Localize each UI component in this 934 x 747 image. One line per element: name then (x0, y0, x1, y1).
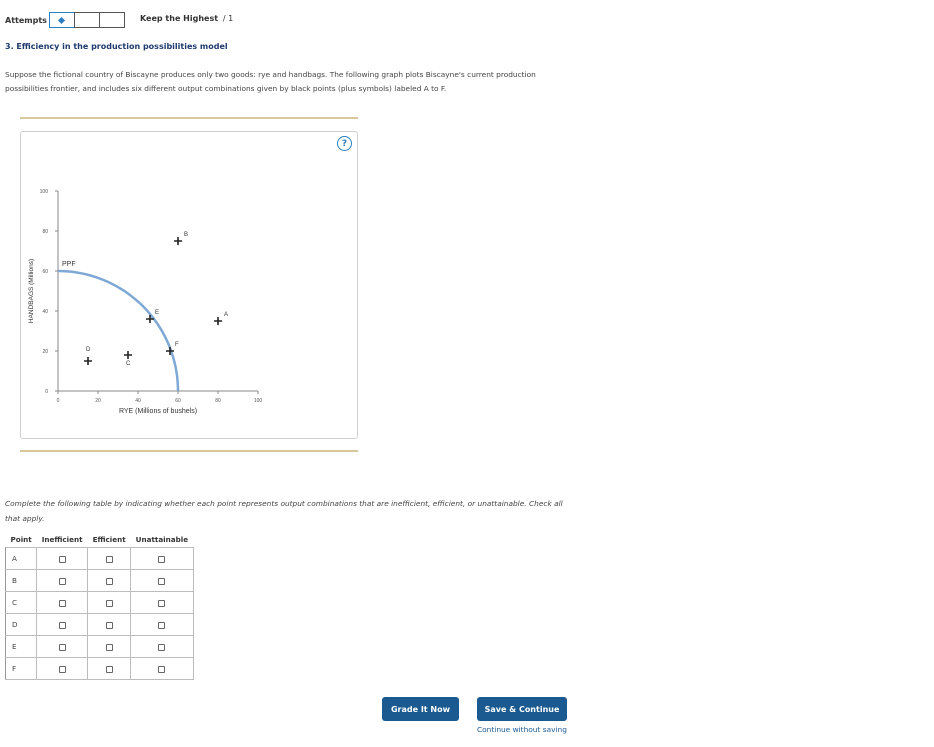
point-d (84, 347, 92, 365)
attempts-row (5, 12, 125, 28)
cell-inefficient (37, 592, 88, 614)
instructions (5, 496, 585, 526)
table-row (6, 548, 194, 570)
cell-efficient (88, 658, 131, 680)
plus-marker (124, 351, 132, 359)
cell-unattainable (131, 636, 193, 658)
ppf-curve (58, 271, 178, 391)
cell-unattainable (131, 570, 193, 592)
y-tick-label: 20 (42, 349, 48, 355)
cell-inefficient (37, 614, 88, 636)
keep-label: Keep the Highest (140, 14, 219, 23)
header-inefficient: Inefficient (41, 535, 83, 544)
inefficient-checkbox[interactable] (59, 556, 66, 563)
y-tick-label: 40 (42, 309, 48, 315)
point-label: C (126, 361, 131, 367)
y-tick-label: 60 (42, 269, 48, 275)
point-label: F (6, 658, 37, 680)
instructions-line-1: Complete the following table by indicating whether each point represents output combinations that are inefficient, efficient, or unattainable. Check all (5, 499, 563, 508)
ppf-label: PPF (62, 261, 76, 268)
table-row (6, 592, 194, 614)
plus-marker (84, 357, 92, 365)
y-tick-label: 80 (42, 229, 48, 235)
unattainable-checkbox[interactable] (158, 578, 165, 585)
point-label: E (155, 310, 160, 316)
efficient-checkbox[interactable] (106, 666, 113, 673)
x-tick-label: 40 (135, 398, 141, 404)
intro-line-1: Suppose the fictional country of Biscayne produces only two goods: rye and handbags. The following graph plots Biscayne's current production (5, 70, 536, 79)
cell-unattainable (131, 614, 193, 636)
point-label: E (6, 636, 37, 658)
x-tick-label: 20 (95, 398, 101, 404)
point-label: B (6, 570, 37, 592)
point-label: C (6, 592, 37, 614)
cell-efficient (88, 570, 131, 592)
table-row (6, 636, 194, 658)
x-tick-label: 0 (56, 398, 60, 404)
unattainable-checkbox[interactable] (158, 666, 165, 673)
cell-inefficient (37, 658, 88, 680)
grade-it-now-button[interactable]: Grade It Now (382, 697, 459, 721)
table-row (6, 658, 194, 680)
inefficient-checkbox[interactable] (59, 578, 66, 585)
help-icon[interactable]: ? (337, 136, 352, 151)
attempt-box-3 (99, 12, 125, 28)
y-axis-label: HANDBAGS (Millions) (28, 258, 35, 324)
efficient-checkbox[interactable] (106, 644, 113, 651)
cell-efficient (88, 592, 131, 614)
unattainable-checkbox[interactable] (158, 556, 165, 563)
point-label: D (86, 347, 91, 353)
table-header-row (6, 532, 194, 548)
cell-unattainable (131, 548, 193, 570)
point-c (124, 351, 132, 367)
cell-efficient (88, 548, 131, 570)
cell-unattainable (131, 658, 193, 680)
x-tick-label: 100 (253, 398, 263, 404)
save-continue-button[interactable]: Save & Continue (477, 697, 567, 721)
attempt-box-2 (74, 12, 100, 28)
point-a (214, 312, 228, 325)
point-label: B (184, 232, 189, 238)
divider-top (20, 117, 358, 119)
header-unattainable: Unattainable (135, 535, 189, 544)
table-row (6, 614, 194, 636)
cell-inefficient (37, 570, 88, 592)
inefficient-checkbox[interactable] (59, 666, 66, 673)
plus-marker (174, 237, 182, 245)
point-b (174, 232, 188, 245)
question-intro (5, 68, 565, 96)
y-tick-label: 0 (45, 389, 48, 395)
cell-inefficient (37, 548, 88, 570)
cell-efficient (88, 614, 131, 636)
efficient-checkbox[interactable] (106, 622, 113, 629)
header-efficient: Efficient (92, 535, 126, 544)
inefficient-checkbox[interactable] (59, 644, 66, 651)
intro-line-2: possibilities frontier, and includes six different output combinations given by black points (plus symbols) labeled A to F. (5, 84, 447, 93)
continue-without-saving-link[interactable]: Continue without saving (477, 725, 567, 734)
x-tick-label: 80 (215, 398, 221, 404)
point-label: F (175, 342, 179, 348)
table-row (6, 570, 194, 592)
attempt-box-1[interactable] (49, 12, 75, 28)
efficient-checkbox[interactable] (106, 556, 113, 563)
inefficient-checkbox[interactable] (59, 622, 66, 629)
cell-efficient (88, 636, 131, 658)
efficient-checkbox[interactable] (106, 578, 113, 585)
answer-table (5, 532, 194, 680)
unattainable-checkbox[interactable] (158, 600, 165, 607)
plus-marker (214, 317, 222, 325)
attempts-label: Attempts (5, 15, 47, 25)
divider-bottom (20, 450, 358, 452)
point-label: A (6, 548, 37, 570)
question-title: 3. Efficiency in the production possibilities model (5, 42, 228, 51)
diamond-icon (58, 16, 65, 23)
x-tick-label: 60 (175, 398, 181, 404)
header-point: Point (10, 535, 32, 544)
point-label: A (224, 312, 229, 318)
cell-inefficient (37, 636, 88, 658)
unattainable-checkbox[interactable] (158, 622, 165, 629)
efficient-checkbox[interactable] (106, 600, 113, 607)
unattainable-checkbox[interactable] (158, 644, 165, 651)
ppf-chart (21, 132, 359, 440)
y-tick-label: 100 (39, 189, 48, 195)
point-label: D (6, 614, 37, 636)
cell-unattainable (131, 592, 193, 614)
x-axis-label: RYE (Millions of bushels) (118, 408, 198, 415)
instructions-line-2: that apply. (5, 514, 45, 523)
graph-panel (20, 131, 358, 439)
inefficient-checkbox[interactable] (59, 600, 66, 607)
score: / 1 (222, 14, 234, 23)
keep-highest (140, 14, 233, 23)
